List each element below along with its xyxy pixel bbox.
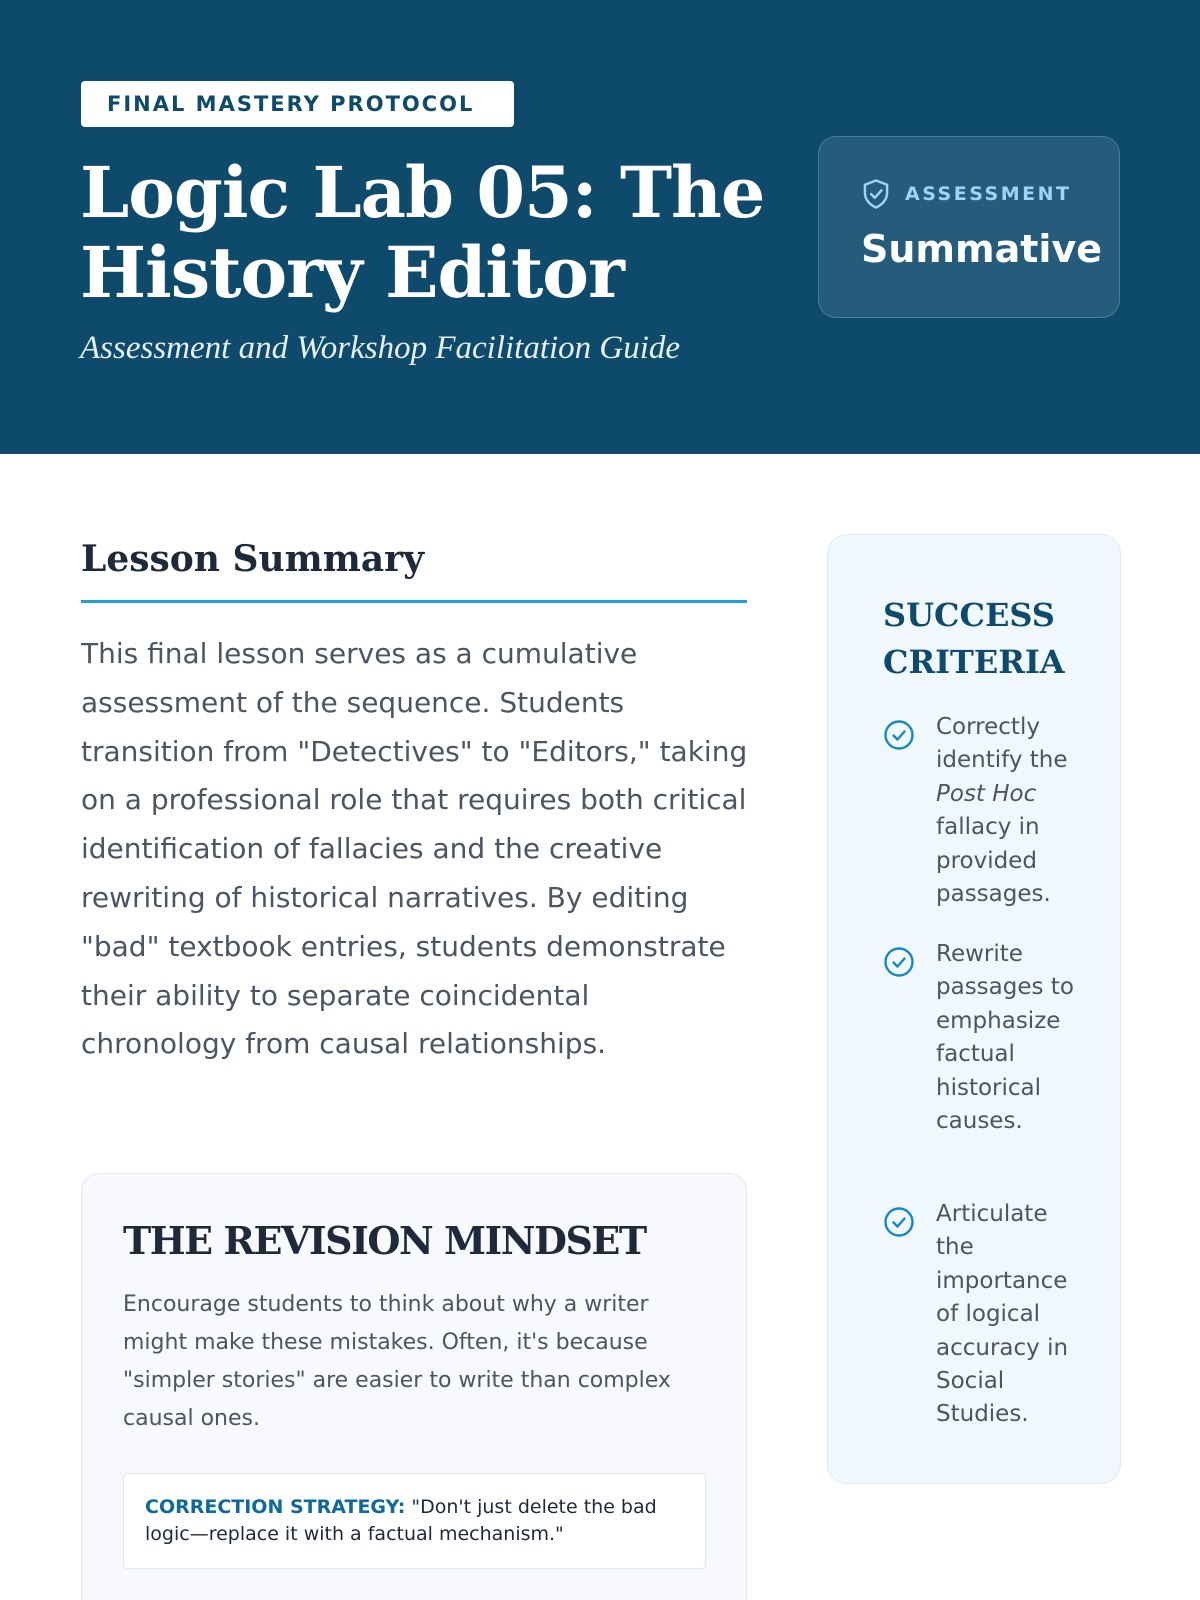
correction-strategy-text: "Don't just delete the bad logic—replace it with a factual mechanism." (145, 1496, 657, 1545)
check-circle-icon (883, 1206, 915, 1238)
header-banner (0, 0, 1200, 454)
revision-mindset-card (81, 1173, 747, 1600)
page-subtitle: Assessment and Workshop Facilitation Guide (80, 330, 681, 366)
shield-check-icon (861, 178, 891, 210)
assessment-label-row (861, 178, 1071, 210)
assessment-value: Summative (861, 227, 1102, 271)
revision-mindset-heading: THE REVISION MINDSET (123, 1218, 646, 1263)
criteria-item-text-before: Correctly identify the (936, 714, 1068, 774)
revision-mindset-text: Encourage students to think about why a writer might make these mistakes. Often, it's because "simpler stories" are easier to write than complex causal ones. (123, 1292, 671, 1431)
page-title: Logic Lab 05: The History Editor (80, 151, 765, 314)
criteria-item-emphasis: Post Hoc (936, 780, 1037, 807)
correction-strategy-label: CORRECTION STRATEGY: (145, 1496, 406, 1518)
criteria-item-text: Rewrite passages to emphasize factual historical causes. (936, 941, 1074, 1135)
assessment-label: ASSESSMENT (905, 183, 1072, 205)
criteria-item-text-after: fallacy in provided passages. (936, 814, 1051, 908)
section-divider (81, 600, 747, 603)
criteria-item-text: Articulate the importance of logical accuracy in Social Studies. (936, 1201, 1069, 1428)
lesson-summary-heading: Lesson Summary (81, 538, 425, 580)
criteria-item-text (936, 711, 1086, 911)
correction-strategy-box (123, 1473, 706, 1569)
success-criteria-card (827, 534, 1121, 1484)
check-circle-icon (883, 946, 915, 978)
check-circle-icon (883, 719, 915, 751)
assessment-card (818, 136, 1120, 318)
protocol-badge: FINAL MASTERY PROTOCOL (81, 81, 514, 127)
lesson-summary-text: This final lesson serves as a cumulative assessment of the sequence. Students transition from "Detectives" to "Editors," taking on a professional role that requires both critical identification of fallacies and the creative rewriting of historical narratives. By editing "bad" textbook entries, students demonstrate their ability to separate coincidental chronology from causal relationships. (81, 637, 748, 1061)
success-criteria-heading: SUCCESS CRITERIA (883, 596, 1065, 681)
